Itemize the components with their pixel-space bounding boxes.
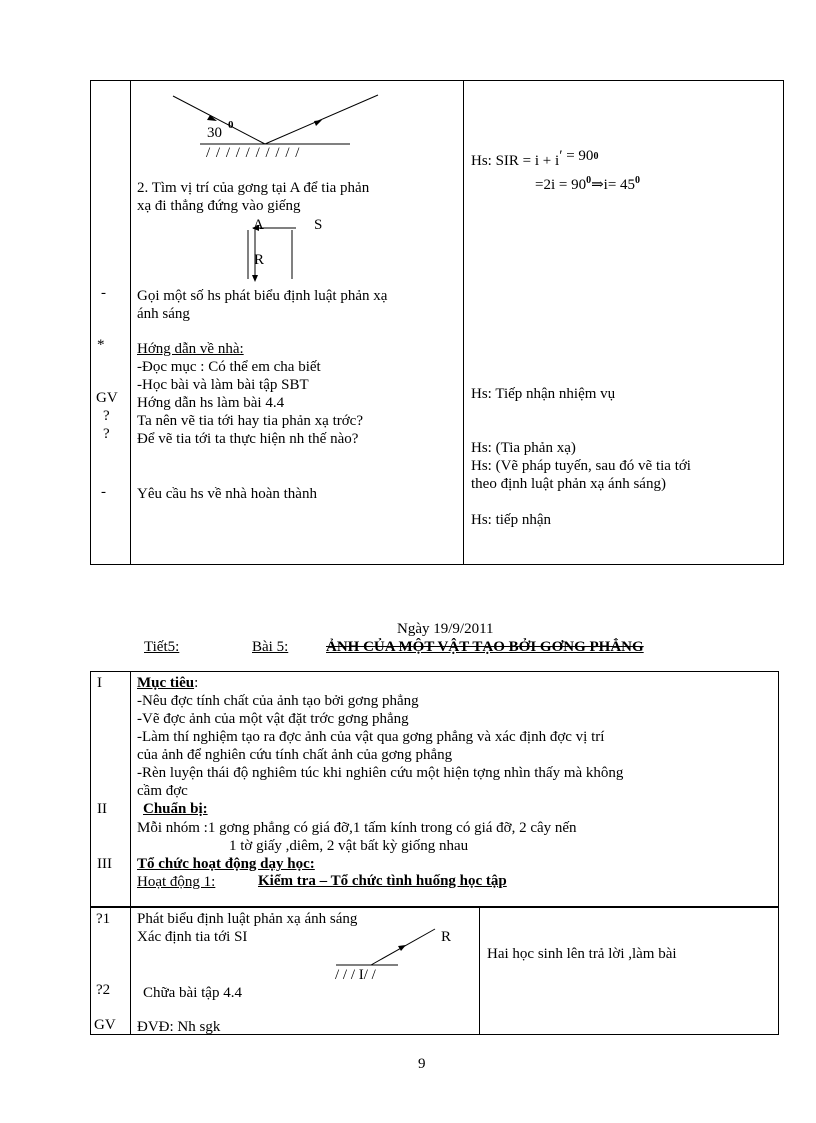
mark-gv: GV [96,390,118,406]
homework-item: -Đọc mục : Có thể em cha biết [137,359,321,375]
answer-accept: Hs: tiếp nhận [471,512,551,528]
well-label-s: S [314,217,323,233]
activity-title: Kiểm tra – Tổ chức tình huống học tập [258,873,507,889]
objective-item: -Vẽ đợc ảnh của một vật đặt trớc gơng phẳng [137,711,409,727]
well-label-a: A [253,217,264,233]
figure-degree: 0 [228,119,234,131]
lesson-period: Tiết5: [144,639,180,655]
ray-mirror-hatching: / / / I/ / [335,967,376,983]
lesson-title: ẢNH CỦA MỘT VẬT TẠO BỞI GƠNG PHẲNG [326,639,644,655]
question-line: Để vẽ tia tới ta thực hiện nh thế nào? [137,431,359,447]
formula-2i: =2i = 90 [535,177,587,193]
preparation-line: 1 tờ giấy ,diêm, 2 vật bất kỳ giống nhau [229,838,469,854]
objective-item: -Nêu đợc tính chất của ảnh tạo bởi gơng phẳng [137,693,419,709]
mark-dash: - [101,484,106,500]
objectives-label: Mục tiêu [137,675,195,691]
answer-ray: Hs: (Tia phản xạ) [471,440,576,456]
question-1-line2: Xác định tia tới SI [137,929,248,945]
activity-label: Hoạt động 1: [137,874,216,890]
question-line: Ta nên vẽ tia tới hay tia phản xạ trớc? [137,413,363,429]
formula-result: ⇒i= 45 [591,177,636,193]
answer-receive: Hs: Tiếp nhận nhiệm vụ [471,386,616,402]
ray-label-r: R [441,929,452,945]
page-number: 9 [418,1056,426,1072]
task2-line1: 2. Tìm vị trí của gơng tại A để tia phản [137,180,370,196]
homework-item: -Học bài và làm bài tập SBT [137,377,309,393]
preparation-heading: Chuẩn bị: [143,801,208,817]
student-answer: Hai học sinh lên trả lời ,làm bài [487,946,677,962]
request-line: Yêu cầu hs về nhà hoàn thành [137,486,317,502]
objective-item: cầm đợc [137,783,188,799]
formula-degree: 0 [586,175,592,186]
question-2: Chữa bài tập 4.4 [143,985,242,1001]
task2-line2: xạ đi thẳng đứng vào giếng [137,198,301,214]
objective-item: -Rèn luyện thái độ nghiêm túc khi nghiên cứu một hiện tợng nhìn thấy mà không [137,765,624,781]
figure-mirror-hatching: / / / / / / / / / / [206,145,301,161]
mark-question: ? [103,426,110,442]
formula-prime: ′ = 90 [559,148,594,164]
formula-degree: 0 [593,151,599,162]
roman-1: I [97,675,102,691]
problem-statement: ĐVĐ: Nh sgk [137,1019,221,1035]
organization-heading: Tổ chức hoạt động dạy học: [137,856,315,872]
homework-heading: Hớng dẫn về nhà: [137,341,244,357]
mark-dash: - [101,285,106,301]
homework-item: Hớng dẫn hs làm bài 4.4 [137,395,285,411]
roman-3: III [97,856,112,872]
lesson-number: Bài 5: [252,639,289,655]
question-1-line1: Phát biểu định luật phản xạ ánh sáng [137,911,358,927]
objective-item: của ảnh để nghiên cứu tính chất ảnh của gơng phẳng [137,747,453,763]
objective-item: -Làm thí nghiệm tạo ra đợc ảnh của vật qua gơng phẳng và xác định đợc vị trí [137,729,605,745]
well-label-r: R [254,252,265,268]
formula-degree: 0 [635,175,641,186]
formula-sir: Hs: SIR = i + i [471,153,560,169]
preparation-line: Mỗi nhóm :1 gơng phẳng có giá đỡ,1 tấm kính trong có giá đỡ, 2 cây nến [137,820,577,836]
answer-normal-2: theo định luật phản xạ ánh sáng) [471,476,666,492]
mark-gv: GV [94,1017,116,1033]
reflection-law-line1: Gọi một số hs phát biểu định luật phản xạ [137,288,388,304]
reflection-law-line2: ánh sáng [137,306,190,322]
answer-normal: Hs: (Vẽ pháp tuyến, sau đó vẽ tia tới [471,458,691,474]
mark-question: ? [103,408,110,424]
roman-2: II [97,801,107,817]
objectives-colon: : [194,675,199,691]
mark-q1: ?1 [96,911,111,927]
figure-angle: 30 [207,125,222,141]
mark-q2: ?2 [96,982,111,998]
mark-star: * [97,337,105,353]
lesson-date: Ngày 19/9/2011 [397,621,494,637]
